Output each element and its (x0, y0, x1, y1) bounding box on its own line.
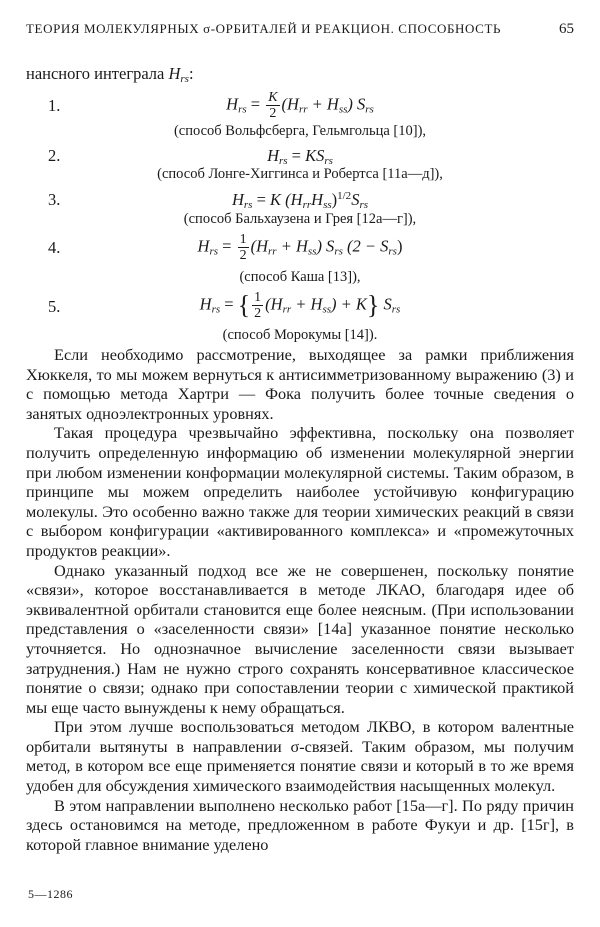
paragraph: Однако указанный подход все же не совершенен, поскольку понятие «связи», которое восстанавливается в методе ЛКАО, благодаря идее об эквивалентной орбитали становится еще более неясным. (При использовании представления о «заселенности связи» [14а] указанное понятие несколько уточняется. Но однозначное вычисление заселенности связи вызывает затруднения.) Нам не нужно строго сохранять консервативное классическое понятие о связи; однако при сопоставлении теории с химической практикой мы еще часто вынуждены к нему обращаться. (26, 560, 574, 717)
eq-sub: ss (338, 103, 348, 116)
eq-term: KS (305, 146, 325, 165)
eq-sub: rs (243, 199, 253, 211)
eq-sub: rs (365, 103, 374, 116)
equation-formula (0, 90, 600, 121)
eq-sub: rs (209, 245, 219, 258)
eq-fraction (266, 90, 279, 121)
eq-power: 1/2 (337, 190, 352, 202)
eq-term: K (H (270, 190, 303, 209)
eq-term: ) (396, 236, 403, 256)
page-number: 65 (559, 21, 574, 37)
eq-sign: = (246, 94, 265, 114)
paragraph: Если необходимо рассмотрение, выходящее за рамки приближения Хюккеля, то мы можем вернуться к антисимметризованному выражению (3) и с помощью метода Хартри — Фока получить более точные сведения о занятых одноэлектронных уровнях. (26, 345, 574, 423)
eq-sign: = (252, 190, 271, 209)
eq-sub: ss (307, 245, 317, 258)
equation-formula (0, 290, 600, 321)
frac-num: 1 (239, 232, 247, 247)
intro-symbol-sub: rs (180, 73, 189, 85)
frac-den: 2 (239, 248, 247, 263)
equation-formula (0, 190, 600, 211)
eq-left-brace: { (237, 290, 251, 320)
equation-3-source: (способ Бальхаузена и Грея [12а—г]), (183, 211, 417, 227)
running-title: ТЕОРИЯ МОЛЕКУЛЯРНЫХ σ-ОРБИТАЛЕЙ И РЕАКЦИОН. СПОСОБНОСТЬ (26, 21, 502, 36)
eq-term: + H (307, 94, 339, 114)
frac-num: 1 (254, 290, 262, 305)
eq-sub: ss (323, 199, 332, 211)
eq-term: (2 − S (342, 236, 389, 256)
intro-text: нансного интеграла (26, 64, 165, 83)
eq-term: ) + K (331, 294, 367, 314)
frac-den: 2 (254, 306, 262, 321)
equation-5-source: (способ Морокумы [14]). (222, 327, 378, 343)
equation-number: 4. (48, 238, 61, 257)
frac-num: K (268, 90, 278, 105)
eq-lhs: H (267, 146, 279, 165)
eq-term: S (379, 294, 392, 314)
equation-number: 2. (48, 146, 61, 165)
printer-signature: 5—1286 (28, 887, 73, 901)
eq-sub: rr (302, 199, 312, 211)
eq-sub: ss (322, 303, 332, 316)
equation-1-source: (способ Вольфсберга, Гельмгольца [10]), (173, 123, 427, 139)
eq-right-brace: } (366, 290, 380, 320)
eq-sub: rs (391, 303, 401, 316)
eq-sub: rr (298, 103, 308, 116)
eq-sub: rs (334, 245, 343, 258)
equation-4-source: (способ Каша [13]), (239, 269, 361, 285)
frac-den: 2 (269, 106, 277, 121)
running-header (26, 21, 574, 37)
eq-sub: rr (282, 303, 292, 316)
eq-sub: rs (359, 199, 368, 211)
eq-term: (H (250, 236, 268, 256)
eq-sub: rs (238, 103, 247, 116)
eq-term: + H (276, 236, 308, 256)
eq-term: ) S (347, 94, 366, 114)
intro-line (26, 64, 194, 85)
eq-lhs: H (197, 236, 210, 256)
eq-sign: = (287, 146, 306, 165)
eq-term: ) S (316, 236, 335, 256)
eq-term: + H (291, 294, 323, 314)
equation-formula (0, 146, 600, 167)
equation-number: 1. (48, 96, 61, 115)
eq-term: (H (281, 94, 299, 114)
eq-fraction (238, 232, 249, 263)
eq-sub: rs (211, 303, 221, 316)
eq-term: H (311, 190, 324, 209)
eq-sub: rr (268, 245, 277, 258)
eq-term: (H (265, 294, 283, 314)
eq-sub: rs (324, 155, 333, 167)
paragraph: При этом лучше воспользоваться методом ЛКВО, в котором валентные орбитали вытянуты в направлении σ-связей. Таким образом, мы получим метод, в котором все еще применяется понятие связи и который в то же время удобен для обсуждения химического взаимодействия насыщенных молекул. (26, 717, 574, 796)
eq-sub: rs (388, 245, 397, 258)
equation-number: 5. (48, 297, 61, 316)
eq-sub: rs (278, 155, 288, 167)
equation-2-source: (способ Лонге-Хиггинса и Робертса [11а—д]), (157, 166, 443, 182)
equation-formula (0, 232, 600, 263)
eq-lhs: H (226, 94, 239, 114)
paragraph: Такая процедура чрезвычайно эффективна, поскольку она позволяет получить определенную информацию об изменении молекулярной энергии при любом изменении конформации молекулярной системы. Таким образом, в принципе мы можем определить наиболее устойчивую конфигурацию молекулы. Это особенно важно также для теории химических реакций в связи с выбором конфигурации «активированного комплекса» и «промежуточных продуктов реакции». (26, 423, 574, 560)
intro-colon: : (188, 64, 194, 83)
eq-sign: = (218, 236, 236, 256)
eq-term: S (351, 190, 360, 209)
eq-fraction (252, 290, 263, 321)
paragraph: В этом направлении выполнено несколько работ [15а—г]. По ряду причин здесь остановимся на методе, предложенном в работе Фукуи и др. [15г], в которой главное внимание уделено (26, 795, 574, 854)
eq-term: ) (331, 190, 338, 209)
eq-lhs: H (199, 294, 212, 314)
body-text (26, 345, 574, 854)
intro-symbol: H (168, 64, 181, 83)
eq-sign: = (220, 294, 238, 314)
eq-lhs: H (231, 190, 244, 209)
equation-number: 3. (48, 190, 61, 209)
